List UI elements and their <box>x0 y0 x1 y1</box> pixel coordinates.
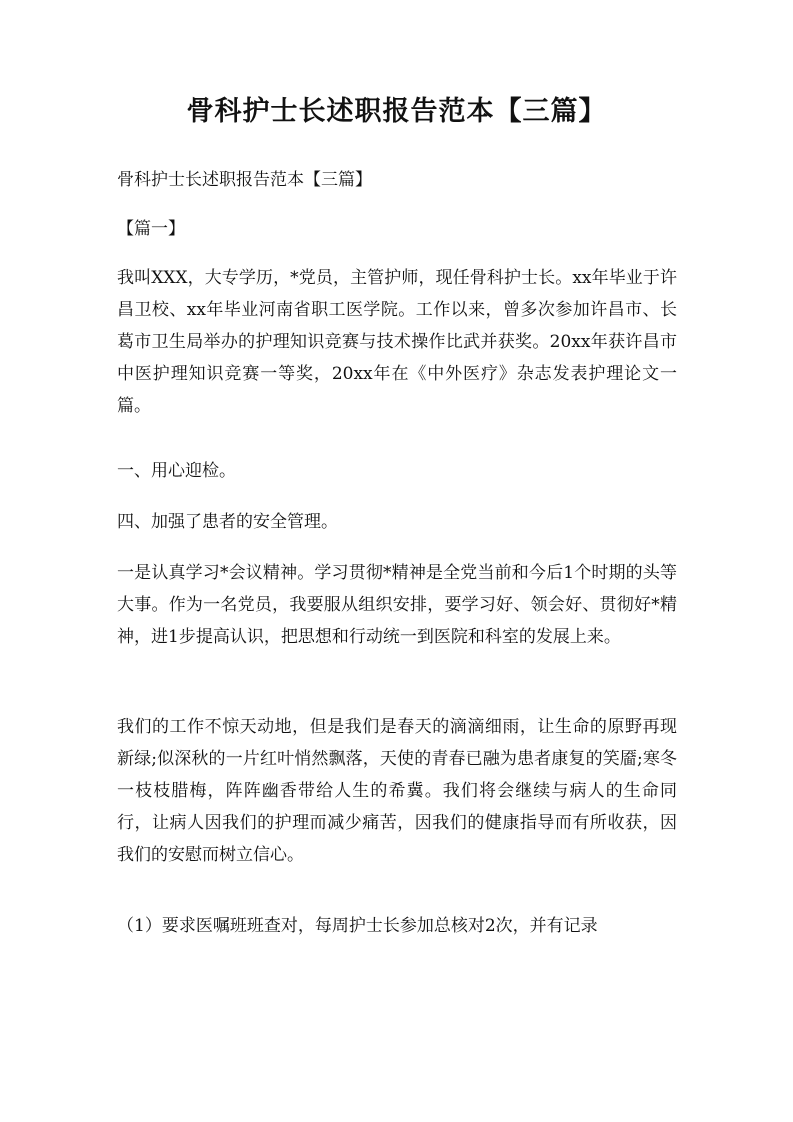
section-heading: 【篇一】 <box>117 219 185 239</box>
paragraph-item-four: 四、加强了患者的安全管理。 <box>117 512 338 532</box>
paragraph-introduction: 我叫XXX，大专学历，*党员，主管护师，现任骨科护士长。xx年毕业于许昌卫校、xx年毕业河南省职工医学院。工作以来，曾多次参加许昌市、长葛市卫生局举办的护理知识竞赛与技术操作比武并获奖。20xx年获许昌市中医护理知识竞赛一等奖，20xx年在《中外医疗》杂志发表护理论文一篇。 <box>117 268 677 416</box>
document-title: 骨科护士长述职报告范本【三篇】 <box>186 96 607 127</box>
paragraph-item-one: 一、用心迎检。 <box>117 461 236 481</box>
paragraph-order-check: （1）要求医嘱班班查对，每周护士长参加总核对2次，并有记录 <box>117 916 598 936</box>
document-subtitle: 骨科护士长述职报告范本【三篇】 <box>117 170 372 190</box>
paragraph-reflection: 我们的工作不惊天动地，但是我们是春天的滴滴细雨，让生命的原野再现新绿;似深秋的一片红叶悄然飘落，天使的青春已融为患者康复的笑靥;寒冬一枝枝腊梅，阵阵幽香带给人生的希冀。我们将会继续与病人的生命同行，让病人因我们的护理而减少痛苦，因我们的健康指导而有所收获，因我们的安慰而树立信心。 <box>117 717 677 865</box>
paragraph-study: 一是认真学习*会议精神。学习贯彻*精神是全党当前和今后1个时期的头等大事。作为一名党员，我要服从组织安排，要学习好、领会好、贯彻好*精神，进1步提高认识，把思想和行动统一到医院和科室的发展上来。 <box>117 563 677 647</box>
